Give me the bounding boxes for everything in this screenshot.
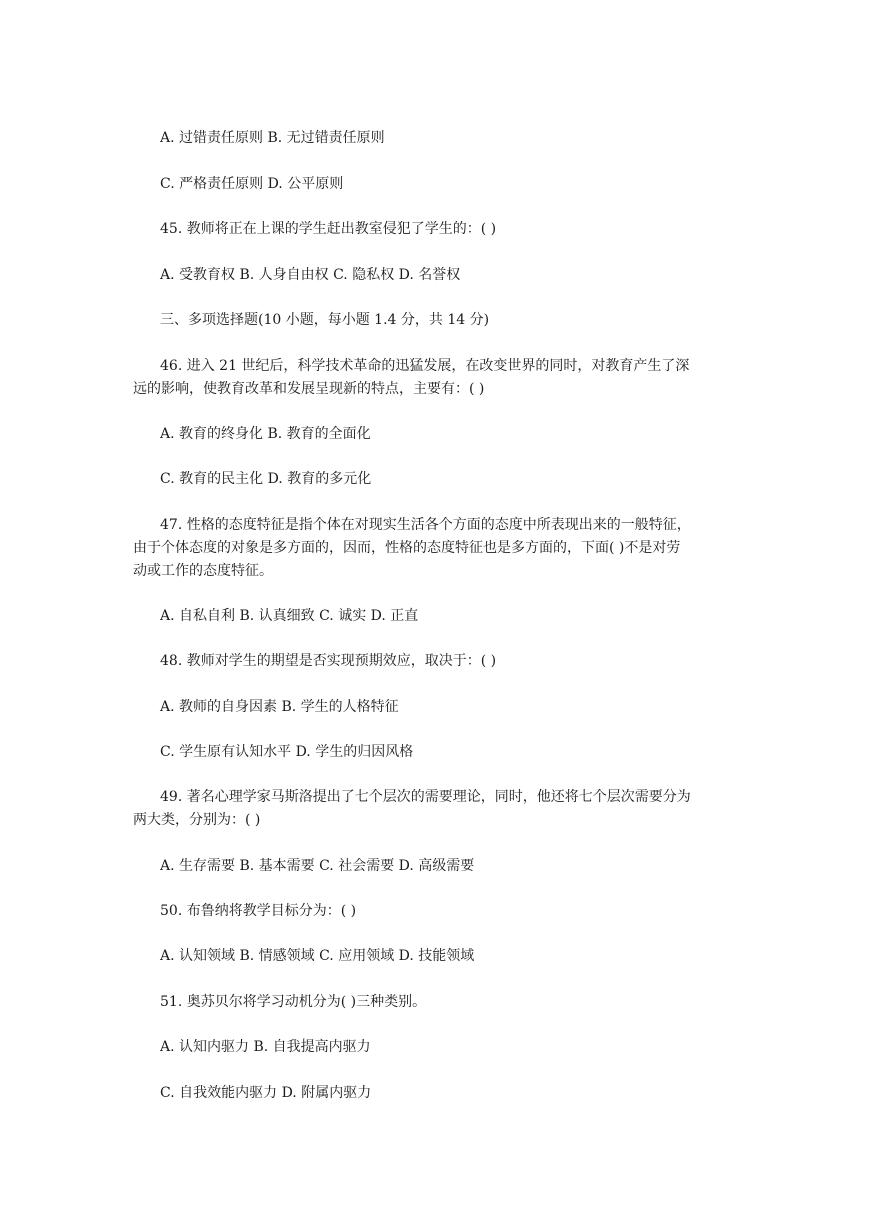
q48-options-ab: A. 教师的自身因素 B. 学生的人格特征: [160, 699, 399, 715]
q51-options-ab: A. 认知内驱力 B. 自我提高内驱力: [160, 1039, 371, 1055]
q51-question: 51. 奥苏贝尔将学习动机分为( )三种类别。: [160, 994, 427, 1010]
q46-options-ab: A. 教育的终身化 B. 教育的全面化: [160, 426, 371, 442]
q45-question: 45. 教师将正在上课的学生赶出教室侵犯了学生的：( ): [160, 221, 497, 237]
q48-options-cd: C. 学生原有认知水平 D. 学生的归因风格: [160, 744, 414, 760]
q50-options: A. 认知领域 B. 情感领域 C. 应用领域 D. 技能领域: [160, 948, 475, 964]
q45-options: A. 受教育权 B. 人身自由权 C. 隐私权 D. 名誉权: [160, 267, 461, 283]
q51-options-cd: C. 自我效能内驱力 D. 附属内驱力: [160, 1085, 372, 1101]
q46-question-line-1: 46. 进入 21 世纪后，科学技术革命的迅猛发展，在改变世界的同时，对教育产生了深: [160, 358, 690, 374]
q49-question-line-2: 两大类，分别为：( ): [133, 812, 261, 828]
q49-question-line-1: 49. 著名心理学家马斯洛提出了七个层次的需要理论，同时，他还将七个层次需要分为: [160, 789, 691, 805]
q50-question: 50. 布鲁纳将教学目标分为：( ): [160, 903, 357, 919]
q49-options: A. 生存需要 B. 基本需要 C. 社会需要 D. 高级需要: [160, 858, 475, 874]
q47-question-line-3: 动或工作的态度特征。: [133, 563, 273, 579]
q44-options-ab: A. 过错责任原则 B. 无过错责任原则: [160, 130, 385, 146]
q48-question: 48. 教师对学生的期望是否实现预期效应，取决于：( ): [160, 653, 497, 669]
q46-options-cd: C. 教育的民主化 D. 教育的多元化: [160, 471, 372, 487]
q44-options-cd: C. 严格责任原则 D. 公平原则: [160, 176, 344, 192]
section-heading-multiple-choice: 三、多项选择题(10 小题，每小题 1.4 分，共 14 分): [160, 312, 490, 328]
q46-question-line-2: 远的影响，使教育改革和发展呈现新的特点，主要有：( ): [133, 381, 485, 397]
q47-question-line-2: 由于个体态度的对象是多方面的，因而，性格的态度特征也是多方面的，下面( )不是对劳: [133, 540, 681, 556]
q47-options: A. 自私自利 B. 认真细致 C. 诚实 D. 正直: [160, 608, 419, 624]
q47-question-line-1: 47. 性格的态度特征是指个体在对现实生活各个方面的态度中所表现出来的一般特征，: [160, 517, 691, 533]
